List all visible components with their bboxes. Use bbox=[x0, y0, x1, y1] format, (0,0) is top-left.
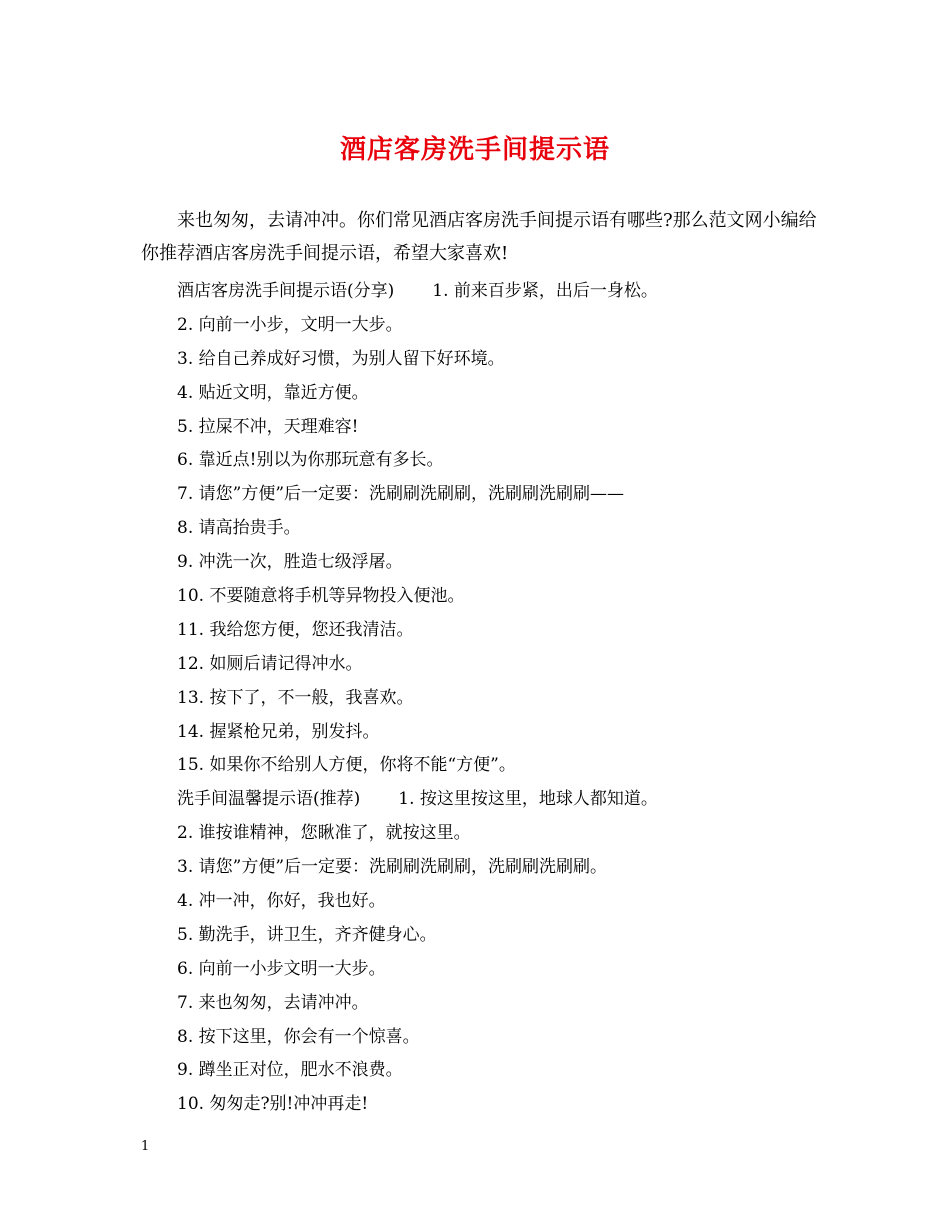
list-item: 5. 勤洗手，讲卫生，齐齐健身心。 bbox=[177, 924, 437, 945]
section-heading-label: 洗手间温馨提示语(推荐) bbox=[177, 789, 361, 810]
list-item: 8. 按下这里，你会有一个惊喜。 bbox=[177, 1026, 420, 1047]
list-item: 6. 向前一小步文明一大步。 bbox=[177, 958, 386, 979]
list-item: 7. 请您”方便”后一定要：洗刷刷洗刷刷，洗刷刷洗刷刷—— bbox=[177, 484, 625, 505]
intro-paragraph: 来也匆匆，去请冲冲。你们常见酒店客房洗手间提示语有哪些?那么范文网小编给你推荐酒店客房洗手间提示语，希望大家喜欢! bbox=[141, 210, 817, 264]
section-heading-recommend bbox=[177, 783, 837, 817]
document-title: 酒店客房洗手间提示语 bbox=[339, 135, 610, 165]
list-item: 4. 冲一冲，你好，我也好。 bbox=[177, 891, 386, 912]
list-item: 3. 给自己养成好习惯，为别人留下好环境。 bbox=[177, 348, 505, 369]
tips-list bbox=[177, 275, 837, 1122]
list-item: 9. 蹲坐正对位，肥水不浪费。 bbox=[177, 1060, 403, 1081]
section-heading-share bbox=[177, 275, 837, 309]
list-item: 14. 握紧枪兄弟，别发抖。 bbox=[177, 721, 380, 742]
list-item: 12. 如厕后请记得冲水。 bbox=[177, 653, 363, 674]
list-item: 2. 谁按谁精神，您瞅准了，就按这里。 bbox=[177, 823, 471, 844]
list-item: 5. 拉屎不冲，天理难容! bbox=[177, 416, 359, 437]
list-item: 1. 前来百步紧，出后一身松。 bbox=[432, 281, 658, 301]
list-item: 1. 按这里按这里，地球人都知道。 bbox=[398, 789, 658, 810]
list-item: 8. 请高抬贵手。 bbox=[177, 518, 301, 539]
list-item: 4. 贴近文明，靠近方便。 bbox=[177, 382, 369, 403]
list-item: 3. 请您”方便”后一定要：洗刷刷洗刷刷，洗刷刷洗刷刷。 bbox=[177, 857, 608, 878]
page-number: 1 bbox=[141, 1139, 150, 1154]
list-item: 2. 向前一小步，文明一大步。 bbox=[177, 314, 403, 335]
list-item: 10. 匆匆走?别!冲冲再走! bbox=[177, 1094, 369, 1115]
list-item: 6. 靠近点!别以为你那玩意有多长。 bbox=[177, 450, 444, 471]
list-item: 15. 如果你不给别人方便，你将不能“方便”。 bbox=[177, 755, 516, 776]
list-item: 11. 我给您方便，您还我清洁。 bbox=[177, 619, 414, 640]
list-item: 10. 不要随意将手机等异物投入便池。 bbox=[177, 586, 465, 607]
section-heading-label: 酒店客房洗手间提示语(分享) bbox=[177, 281, 395, 301]
list-item: 13. 按下了，不一般，我喜欢。 bbox=[177, 687, 414, 708]
list-item: 7. 来也匆匆，去请冲冲。 bbox=[177, 992, 369, 1013]
list-item: 9. 冲洗一次，胜造七级浮屠。 bbox=[177, 552, 403, 573]
